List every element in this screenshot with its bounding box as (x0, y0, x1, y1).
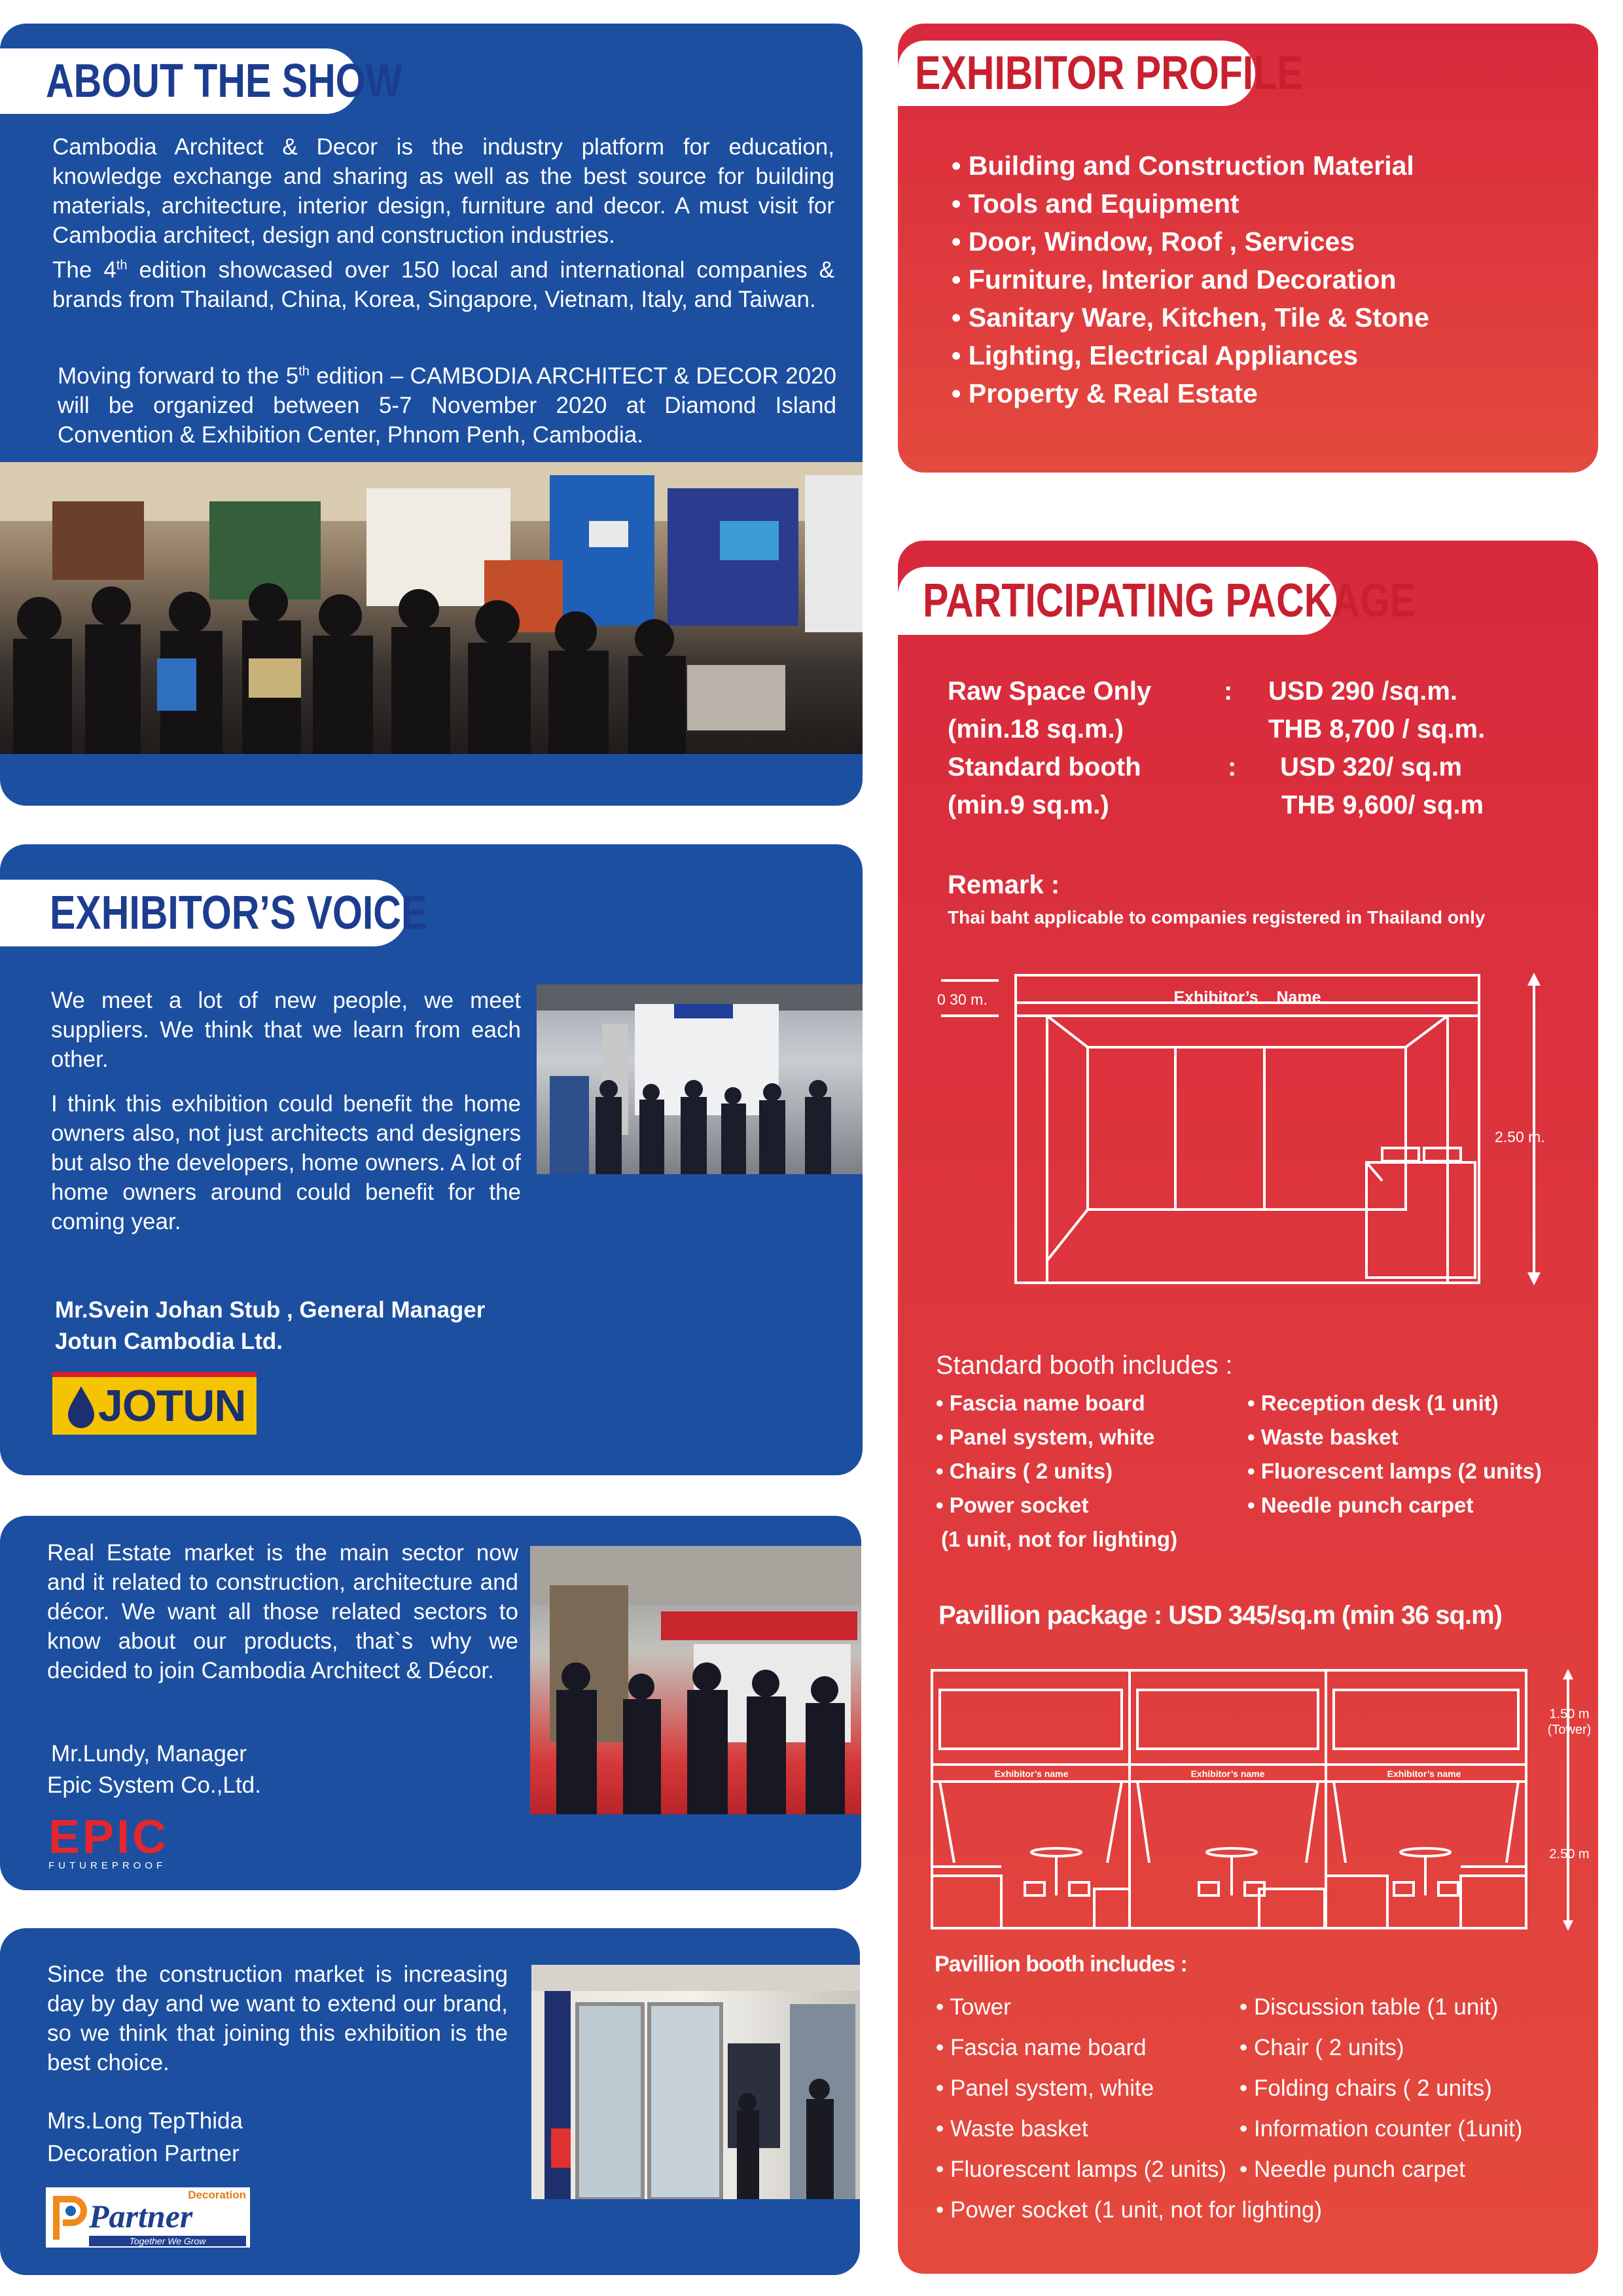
profile-item: • Building and Construction Material (952, 147, 1429, 185)
pavillion-tower-sub: (Tower) (1547, 1723, 1592, 1737)
about-panel (0, 24, 863, 806)
standard-includes-title: Standard booth includes : (936, 1351, 1233, 1380)
pavillion-include-item: • Waste basket (936, 2109, 1322, 2149)
pavillion-fascia-1: Exhibitor’s name (994, 1768, 1069, 1779)
quote2-company: Epic System Co.,Ltd. (47, 1772, 261, 1798)
voice-panel (0, 844, 863, 1475)
pavillion-include-item: • Power socket (1 unit, not for lighting) (936, 2190, 1322, 2231)
standard-booth-usd: USD 320/ sq.m (1280, 753, 1462, 781)
profile-item: • Lighting, Electrical Appliances (952, 336, 1429, 374)
standard-include-item: • Panel system, white (936, 1420, 1177, 1454)
remark-title: Remark : (948, 870, 1060, 899)
quote2-name: Mr.Lundy, Manager (51, 1741, 247, 1767)
remark-text: Thai baht applicable to companies registered in Thailand only (948, 907, 1486, 927)
profile-list (952, 147, 1429, 412)
standard-includes-right (1247, 1386, 1542, 1522)
quote1-company: Jotun Cambodia Ltd. (55, 1329, 283, 1354)
profile-item: • Property & Real Estate (952, 374, 1429, 412)
epic-booth-illustration (530, 1546, 861, 1814)
pavillion-title: Pavillion package : USD 345/sq.m (min 36 sq.m) (938, 1601, 1502, 1630)
about-paragraph-1: Cambodia Architect & Decor is the industry platform for education, knowledge exchange and sharing as well as the best source for building materials, architecture, interior design, furniture and decor. A must visit for Cambodia architect, design and construction industries. (52, 134, 834, 248)
standard-include-item: • Chairs ( 2 units) (936, 1454, 1177, 1488)
quote3-text: Since the construction market is increasing day by day and we want to extend our brand, so we think that joining this exhibition is the best choice. (47, 1962, 508, 2075)
raw-space-thb: THB 8,700 / sq.m. (1268, 715, 1486, 744)
booth-fascia-label: Exhibitor’s Name (1173, 988, 1321, 1007)
standard-includes-left (936, 1386, 1177, 1556)
quote1-paragraph-1: We meet a lot of new people, we meet suppliers. We think that we learn from each other. (51, 988, 521, 1072)
standard-booth-label: Standard booth (948, 753, 1141, 781)
jotun-booth-illustration (537, 984, 863, 1174)
pavillion-include-item: • Needle punch carpet (1240, 2149, 1522, 2190)
raw-space-min: (min.18 sq.m.) (948, 715, 1124, 744)
voice-heading: EXHIBITOR’S VOICE (0, 880, 407, 946)
raw-space-colon: : (1224, 677, 1233, 706)
standard-include-item: • Waste basket (1247, 1420, 1542, 1454)
quote2-panel (0, 1516, 861, 1890)
standard-include-note: (1 unit, not for lighting) (941, 1527, 1178, 1551)
raw-space-usd: USD 290 /sq.m. (1268, 677, 1458, 706)
about-paragraph-2: The 4th edition showcased over 150 local and international companies & brands from Thailand, China, Korea, Singapore, Vietnam, Italy, and Taiwan. (52, 257, 834, 312)
pavillion-include-item: • Fluorescent lamps (2 units) (936, 2149, 1322, 2190)
pavillion-height-label: 2.50 m (1549, 1847, 1590, 1861)
standard-booth-min: (min.9 sq.m.) (948, 791, 1109, 819)
pavillion-include-item: • Chair ( 2 units) (1240, 2028, 1522, 2068)
standard-include-item: • Fluorescent lamps (2 units) (1247, 1454, 1542, 1488)
quote3-panel (0, 1928, 860, 2275)
pavillion-include-item: • Discussion table (1 unit) (1240, 1987, 1522, 2028)
epic-logo (48, 1811, 192, 1876)
profile-panel (898, 24, 1598, 473)
package-heading: PARTICIPATING PACKAGE (898, 567, 1336, 635)
standard-include-item: • Power socket (936, 1488, 1177, 1522)
jotun-booth-photo (537, 984, 863, 1174)
partner-logo-top-text: Decoration (188, 2189, 246, 2201)
standard-include-item: • Fascia name board (936, 1386, 1177, 1420)
standard-booth-thb: THB 9,600/ sq.m (1281, 791, 1484, 819)
quote3-name: Mrs.Long TepThida (47, 2108, 243, 2134)
epic-logo-text: EPIC (48, 1811, 169, 1863)
profile-item: • Tools and Equipment (952, 185, 1429, 223)
pavillion-fascia-2: Exhibitor’s name (1190, 1768, 1265, 1779)
pavillion-includes-title: Pavillion booth includes : (935, 1952, 1187, 1977)
booth-height-top-label: 0 30 m. (937, 991, 988, 1008)
profile-heading: EXHIBITOR PROFILE (898, 41, 1255, 106)
partner-booth-photo (531, 1965, 860, 2199)
jotun-logo (52, 1372, 257, 1435)
profile-item: • Furniture, Interior and Decoration (952, 260, 1429, 298)
about-heading: ABOUT THE SHOW (0, 48, 359, 114)
partner-logo (46, 2187, 250, 2248)
pavillion-include-item: • Fascia name board (936, 2028, 1322, 2068)
booth-height-label: 2.50 m. (1495, 1128, 1545, 1145)
about-paragraph-3: Moving forward to the 5th edition – CAMBODIA ARCHITECT & DECOR 2020 will be organized between 5-7 November 2020 at Diamond Island Convention & Exhibition Center, Phnom Penh, Cambodia. (58, 363, 836, 448)
partner-p-icon (48, 2193, 88, 2242)
partner-logo-tagline: Together We Grow (89, 2236, 246, 2246)
pavillion-booth-diagram (924, 1666, 1578, 1954)
exhibition-crowd-photo (0, 462, 863, 754)
quote3-company: Decoration Partner (47, 2141, 240, 2166)
raw-space-label: Raw Space Only (948, 677, 1152, 706)
quote1-paragraph-2: I think this exhibition could benefit the home owners also, not just architects and designers but also the developers, home owners. A lot of home owners around could benefit for the coming year. (51, 1091, 521, 1234)
quote1-name: Mr.Svein Johan Stub , General Manager (55, 1297, 486, 1323)
pavillion-include-item: • Folding chairs ( 2 units) (1240, 2068, 1522, 2109)
pavillion-include-item: • Tower (936, 1987, 1322, 2028)
package-panel (898, 541, 1598, 2274)
standard-booth-diagram (924, 960, 1578, 1326)
pavillion-includes-right (1240, 1987, 1522, 2190)
pavillion-fascia-3: Exhibitor’s name (1387, 1768, 1461, 1779)
standard-booth-colon: : (1228, 753, 1237, 781)
pavillion-tower-label: 1.50 m (1549, 1707, 1590, 1721)
crowd-illustration (0, 462, 863, 754)
partner-logo-text: Partner (89, 2198, 193, 2234)
epic-booth-photo (530, 1546, 861, 1814)
standard-include-item: • Needle punch carpet (1247, 1488, 1542, 1522)
jotun-drop-icon (62, 1384, 101, 1429)
epic-logo-subtext: FUTUREPROOF (48, 1860, 167, 1871)
jotun-logo-text: JOTUN (98, 1381, 246, 1431)
pavillion-include-item: • Information counter (1unit) (1240, 2109, 1522, 2149)
partner-booth-illustration (531, 1965, 860, 2199)
standard-include-item: • Reception desk (1 unit) (1247, 1386, 1542, 1420)
quote2-text: Real Estate market is the main sector now and it related to construction, architecture and décor. We want all those related sectors to know about our products, that`s why we decided to join Cambodia Architect & Décor. (47, 1540, 518, 1683)
pavillion-include-item: • Panel system, white (936, 2068, 1322, 2109)
profile-item: • Door, Window, Roof , Services (952, 223, 1429, 260)
profile-item: • Sanitary Ware, Kitchen, Tile & Stone (952, 298, 1429, 336)
